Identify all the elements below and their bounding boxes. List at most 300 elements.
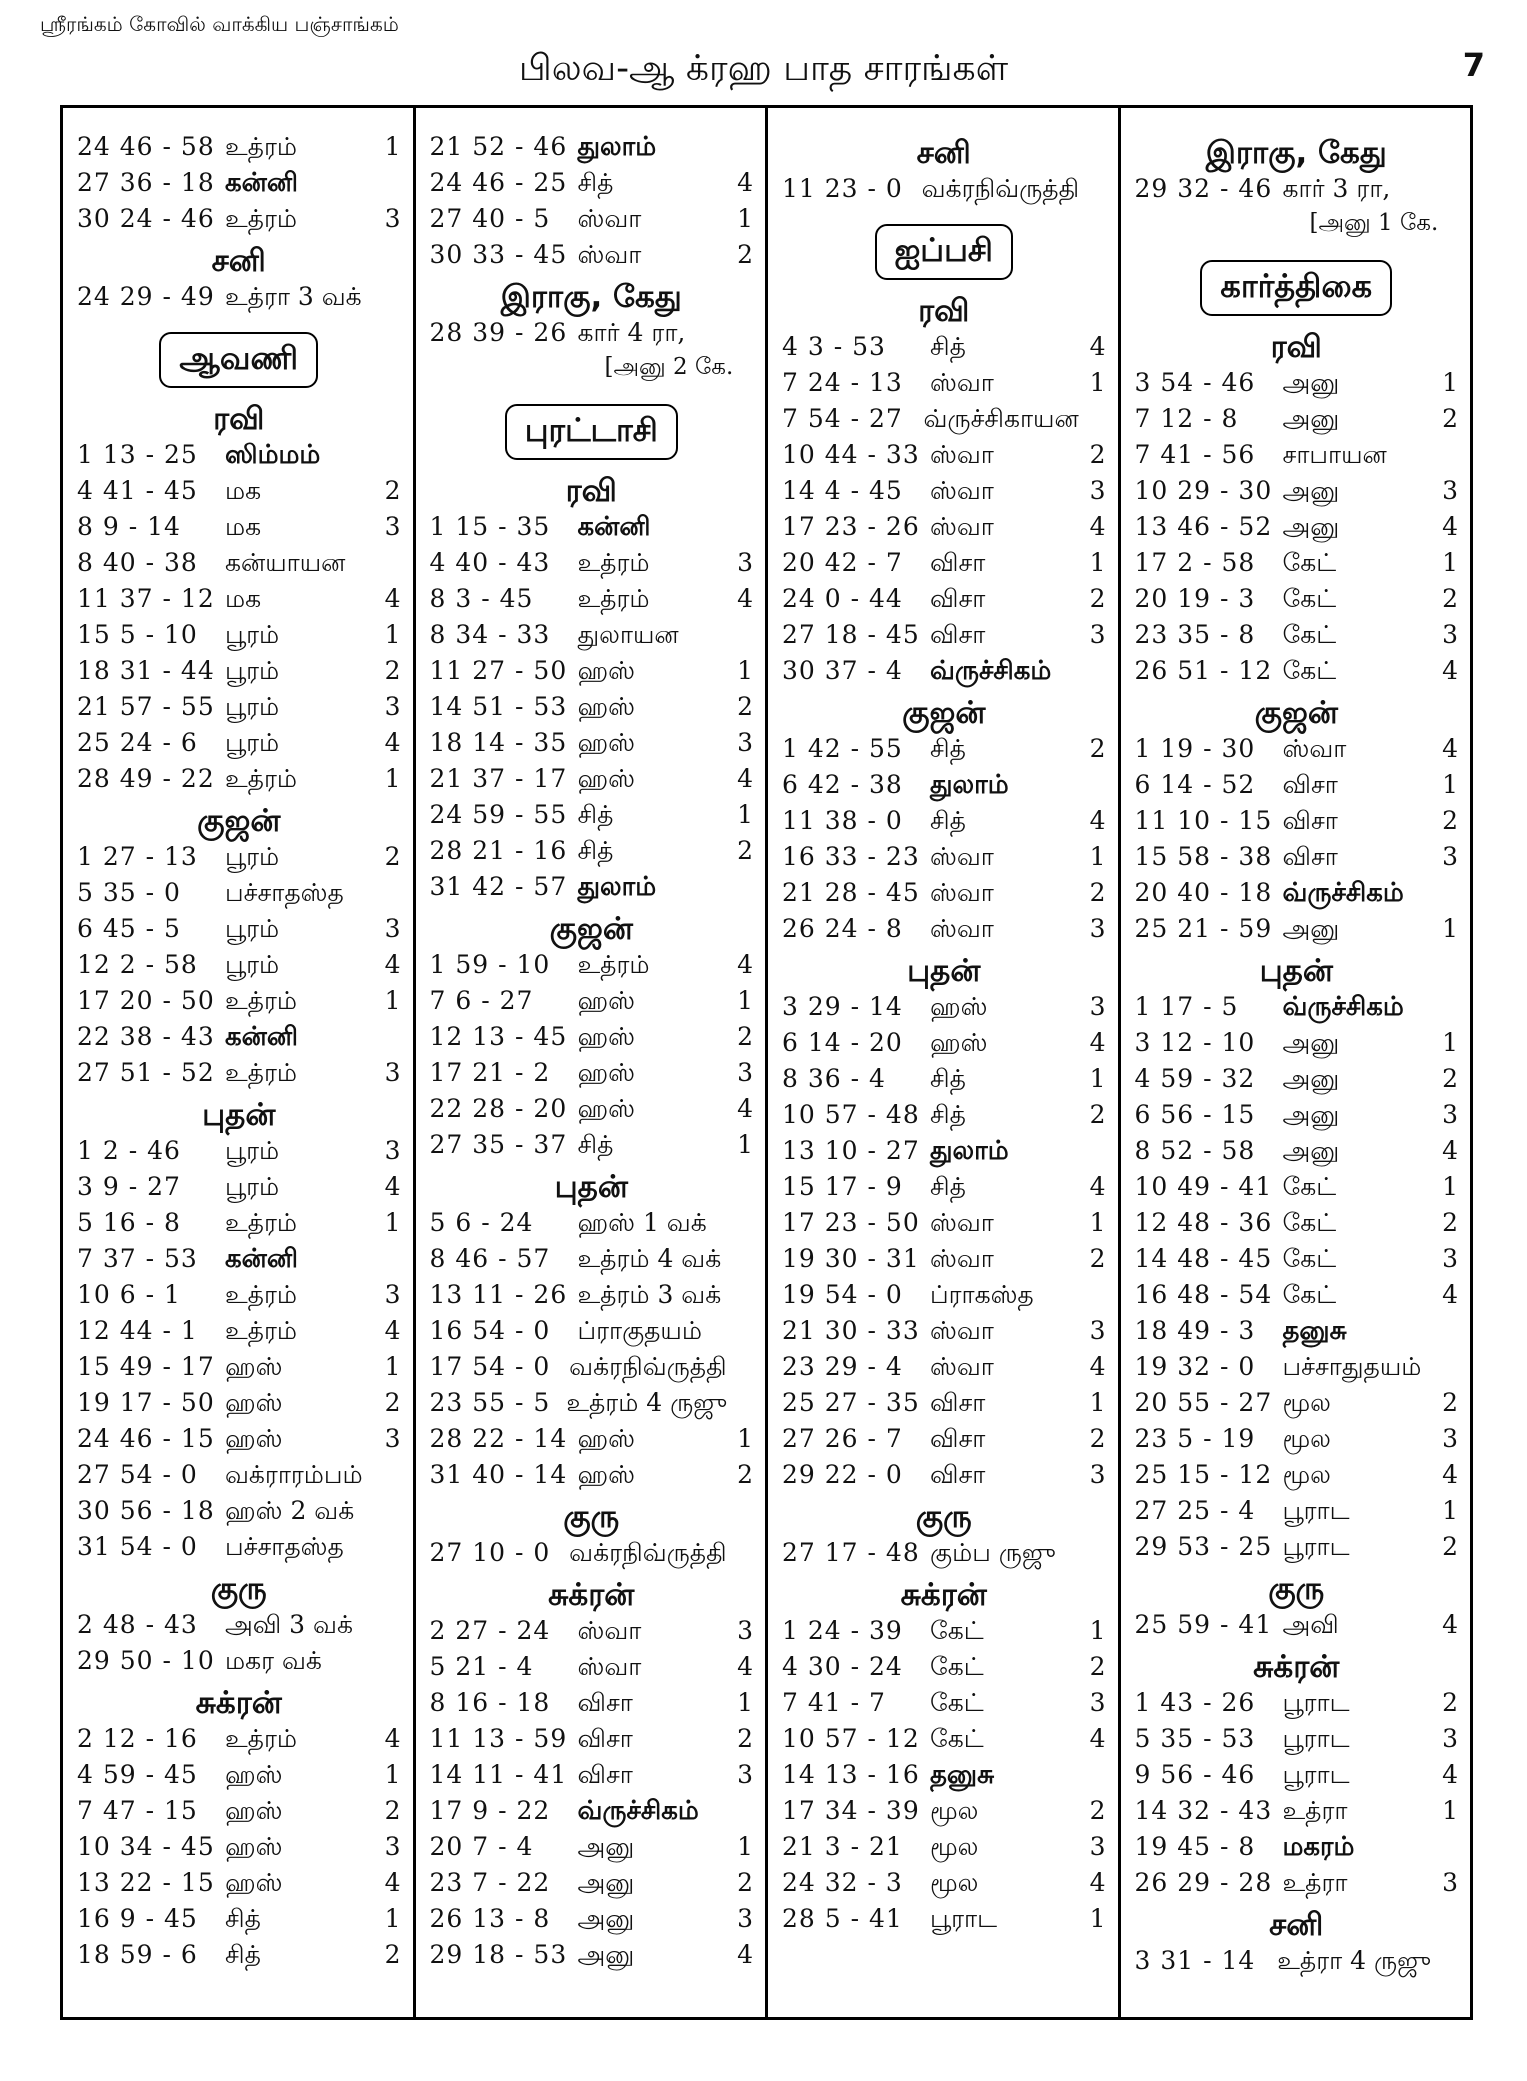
transit-time: 3 9 - 27 [77,1172,181,1201]
transit-time: 27 36 - 18 [77,168,215,197]
pada-number: 2 [1089,878,1106,907]
transit-time: 1 42 - 55 [782,734,903,763]
transit-time: 23 5 - 19 [1134,1424,1256,1453]
transit-row [77,1760,401,1796]
pada-number: 3 [384,1058,401,1087]
transit-row [77,1646,401,1682]
planet-heading: சுக்ரன் [548,1577,635,1613]
transit-row [782,1424,1106,1460]
transit-row [77,1532,401,1568]
pada-number: 1 [1442,1028,1458,1057]
pada-number: 3 [384,1136,401,1165]
pada-number: 2 [1442,806,1458,835]
nakshatra-label: கும்ப ருஜு [930,1538,1056,1567]
transit-row [1135,476,1459,512]
transit-time: 13 10 - 27 [782,1136,920,1165]
transit-row [1135,174,1459,210]
nakshatra-label: ஹஸ் [577,728,635,757]
planet-heading: சனி [916,135,971,171]
transit-row [77,1940,401,1976]
nakshatra-label: சித் [930,806,966,835]
transit-time: 20 7 - 4 [429,1832,534,1861]
transit-time: 30 37 - 4 [782,656,903,685]
transit-time: 1 24 - 39 [782,1616,903,1645]
transit-time: 17 23 - 26 [782,512,920,541]
pada-number: 2 [1442,584,1458,613]
pada-number: 4 [1089,1028,1106,1057]
nakshatra-label: விசா [930,1388,986,1417]
transit-time: 1 43 - 26 [1134,1688,1256,1717]
transit-row [77,1058,401,1094]
pada-number: 1 [1442,914,1458,943]
pada-number: 4 [1089,1352,1106,1381]
nakshatra-label: பூரம் [225,914,280,943]
planet-heading: இராகு, கேது [1205,135,1387,171]
transit-time: 11 10 - 15 [1134,806,1273,835]
transit-time: 8 36 - 4 [782,1064,886,1093]
nakshatra-label: கேட் [930,1724,984,1753]
nakshatra-label: ஹஸ் [225,1352,283,1381]
transit-time: 10 6 - 1 [77,1280,181,1309]
nakshatra-label: மூல [1282,1388,1331,1417]
transit-time: 10 49 - 41 [1134,1172,1273,1201]
transit-time: 17 21 - 2 [429,1058,551,1087]
pada-number: 1 [1442,368,1458,397]
nakshatra-label: சித் [930,1064,966,1093]
transit-row [430,1832,754,1868]
nakshatra-label: பூரம் [225,1172,280,1201]
nakshatra-label: சித் [577,1130,614,1159]
transit-time: 10 34 - 45 [77,1832,215,1861]
nakshatra-label: கேட் [1282,620,1337,649]
nakshatra-label: கேட் [1282,1172,1337,1201]
pada-number: 2 [737,1724,753,1753]
nakshatra-label: உத்ரம் [225,204,297,233]
sign-entry: வ்ருச்சிகம் [930,656,1052,686]
planet-heading: சனி [1269,1907,1324,1943]
transit-time: 19 32 - 0 [1134,1352,1256,1381]
transit-row [77,440,401,476]
transit-row [782,1688,1106,1724]
transit-time: 11 23 - 0 [782,174,903,203]
pada-number: 1 [1089,1616,1106,1645]
nakshatra-label: ப்ராகஸ்த [930,1280,1034,1309]
nakshatra-label: சாபாயன [1282,440,1387,469]
transit-row [430,656,754,692]
transit-row [782,1172,1106,1208]
nakshatra-label: ஹஸ் [930,992,988,1021]
transit-row [782,734,1106,770]
transit-time: 29 32 - 46 [1134,174,1273,203]
pada-number: 1 [384,986,401,1015]
transit-row [782,368,1106,404]
planet-heading: புதன் [1259,953,1333,989]
transit-row [1135,1100,1459,1136]
planet-heading: இராகு, கேது [500,279,682,315]
pada-number: 3 [384,512,401,541]
nakshatra-label: பூராட [1282,1760,1350,1789]
transit-time: 16 48 - 54 [1134,1280,1273,1309]
transit-row [430,764,754,800]
transit-row [1135,1868,1459,1904]
transit-row [782,620,1106,656]
transit-time: 29 50 - 10 [77,1646,215,1675]
transit-row [782,770,1106,806]
transit-row [77,1352,401,1388]
transit-time: 23 35 - 8 [1134,620,1256,649]
transit-row [1135,1724,1459,1760]
transit-time: 4 59 - 45 [77,1760,198,1789]
pada-number: 4 [1442,1460,1458,1489]
pada-number: 1 [384,764,401,793]
transit-time: 6 56 - 15 [1134,1100,1256,1129]
pada-number: 3 [384,1832,401,1861]
pada-number: 4 [1089,332,1106,361]
transit-time: 7 54 - 27 [782,404,903,433]
transit-time: 12 13 - 45 [429,1022,568,1051]
nakshatra-label: கேட் [1282,656,1337,685]
nakshatra-label: சித் [577,836,614,865]
transit-time: 24 32 - 3 [782,1868,903,1897]
transit-row [782,512,1106,548]
nakshatra-label: உத்ரம் 4 ருஜு [566,1388,728,1417]
transit-row [77,1496,401,1532]
transit-row [782,1064,1106,1100]
transit-time: 10 29 - 30 [1134,476,1273,505]
continuation-line: [அனு 1 கே. [1309,210,1439,236]
nakshatra-label: விசா [1282,770,1338,799]
transit-time: 22 38 - 43 [77,1022,215,1051]
transit-time: 24 46 - 25 [429,168,568,197]
pada-number: 3 [1442,1424,1458,1453]
nakshatra-label: வக்ரநிவ்ருத்தி [921,174,1080,203]
transit-time: 10 57 - 48 [782,1100,920,1129]
pada-number: 3 [1089,476,1106,505]
nakshatra-label: ஹஸ் [577,1022,635,1051]
transit-row [1135,878,1459,914]
nakshatra-label: பச்சாதஸ்த [225,1532,344,1561]
transit-row [77,548,401,584]
transit-time: 1 17 - 5 [1134,992,1239,1021]
nakshatra-label: ப்ராகுதயம் [577,1316,702,1345]
pada-number: 2 [737,1022,753,1051]
transit-row [782,992,1106,1028]
transit-time: 17 20 - 50 [77,986,215,1015]
nakshatra-label: சித் [930,734,966,763]
pada-number: 1 [384,1760,401,1789]
transit-row [430,584,754,620]
transit-time: 24 59 - 55 [429,800,568,829]
nakshatra-label: பூரம் [225,620,280,649]
transit-time: 14 48 - 45 [1134,1244,1273,1273]
transit-row [782,1904,1106,1940]
transit-time: 31 42 - 57 [429,872,568,901]
nakshatra-label: அனு [577,1868,635,1897]
transit-time: 26 24 - 8 [782,914,903,943]
sign-entry: வ்ருச்சிகம் [577,1796,699,1826]
transit-row [430,620,754,656]
transit-time: 4 3 - 53 [782,332,886,361]
pada-number: 1 [1442,548,1458,577]
pada-number: 3 [1442,842,1458,871]
nakshatra-label: ஹஸ் [577,692,635,721]
pada-number: 1 [1089,1904,1106,1933]
transit-time: 28 21 - 16 [429,836,568,865]
transit-time: 27 18 - 45 [782,620,920,649]
transit-row [782,1028,1106,1064]
transit-time: 17 9 - 22 [429,1796,551,1825]
transit-time: 12 2 - 58 [77,950,198,979]
nakshatra-label: வக்ராரம்பம் [225,1460,363,1489]
transit-row [430,1868,754,1904]
transit-time: 7 41 - 56 [1134,440,1256,469]
transit-row [1135,1610,1459,1646]
transit-time: 1 19 - 30 [1134,734,1256,763]
transit-row [1135,1832,1459,1868]
nakshatra-label: அவி [1282,1610,1339,1639]
nakshatra-label: சித் [930,332,966,361]
transit-time: 26 13 - 8 [429,1904,551,1933]
transit-time: 1 27 - 13 [77,842,198,871]
transit-row [77,1244,401,1280]
nakshatra-label: பூராட [1282,1532,1350,1561]
nakshatra-label: உத்ரா [1282,1796,1348,1825]
transit-time: 27 51 - 52 [77,1058,215,1087]
transit-row [77,1022,401,1058]
transit-row [430,132,754,168]
transit-row [430,548,754,584]
nakshatra-label: விசா [930,1460,986,1489]
nakshatra-label: வ்ருச்சிகாயன [923,404,1079,433]
transit-row [1135,1208,1459,1244]
transit-time: 2 48 - 43 [77,1610,198,1639]
transit-time: 16 54 - 0 [429,1316,551,1345]
nakshatra-label: ஹஸ் [225,1760,283,1789]
transit-row [430,800,754,836]
transit-time: 20 42 - 7 [782,548,903,577]
transit-time: 23 7 - 22 [429,1868,551,1897]
nakshatra-label: உத்ரம் [225,1316,297,1345]
transit-time: 16 33 - 23 [782,842,920,871]
column-4 [1121,108,1471,2017]
transit-row [782,1136,1106,1172]
pada-number: 4 [384,1724,401,1753]
transit-time: 6 45 - 5 [77,914,181,943]
transit-row [1135,1136,1459,1172]
transit-time: 7 37 - 53 [77,1244,198,1273]
pada-number: 3 [1089,992,1106,1021]
transit-time: 1 15 - 35 [429,512,551,541]
transit-row [782,476,1106,512]
nakshatra-label: ஹஸ் [225,1868,283,1897]
transit-time: 10 57 - 12 [782,1724,920,1753]
transit-time: 18 49 - 3 [1134,1316,1256,1345]
transit-time: 7 6 - 27 [429,986,534,1015]
transit-row [77,692,401,728]
pada-number: 3 [737,548,753,577]
transit-row [1135,734,1459,770]
pada-number: 3 [384,204,401,233]
planet-heading: சுக்ரன் [195,1685,282,1721]
nakshatra-label: உத்ரம் [577,584,650,613]
transit-time: 30 33 - 45 [429,240,568,269]
transit-row [77,168,401,204]
transit-row [1135,1796,1459,1832]
nakshatra-label: ஸ்வா [930,1244,994,1273]
transit-time: 19 30 - 31 [782,1244,920,1273]
nakshatra-label: உத்ரம் [225,1724,297,1753]
transit-row [430,204,754,240]
pada-number: 3 [1442,620,1458,649]
transit-time: 21 30 - 33 [782,1316,920,1345]
pada-number: 3 [384,692,401,721]
transit-time: 15 49 - 17 [77,1352,215,1381]
transit-time: 18 31 - 44 [77,656,215,685]
transit-row [430,1208,754,1244]
transit-time: 13 22 - 15 [77,1868,215,1897]
nakshatra-label: ஹஸ் [225,1424,283,1453]
transit-row [1135,584,1459,620]
pada-number: 1 [737,1424,753,1453]
transit-time: 6 14 - 52 [1134,770,1256,799]
transit-time: 11 37 - 12 [77,584,215,613]
transit-time: 30 56 - 18 [77,1496,215,1525]
nakshatra-label: உத்ரம் [225,986,297,1015]
pada-number: 3 [1089,1460,1106,1489]
transit-row [782,548,1106,584]
planet-heading: குஜன் [549,911,633,947]
transit-row [430,1388,754,1424]
month-heading: கார்த்திகை [1200,260,1392,316]
nakshatra-label: ஸ்வா [930,842,994,871]
nakshatra-label: மூல [1282,1460,1331,1489]
pada-number: 2 [384,476,401,505]
month-heading: ஐப்பசி [875,224,1013,280]
planet-heading: குஜன் [902,695,986,731]
transit-time: 9 56 - 46 [1134,1760,1256,1789]
transit-time: 5 6 - 24 [429,1208,534,1237]
transit-time: 2 27 - 24 [429,1616,551,1645]
sign-entry: துலாம் [577,132,657,162]
transit-row [77,620,401,656]
transit-time: 21 3 - 21 [782,1832,903,1861]
nakshatra-label: மூல [1282,1424,1331,1453]
transit-row [430,1352,754,1388]
pada-number: 1 [737,986,753,1015]
nakshatra-label: பச்சாதஸ்த [225,878,344,907]
pada-number: 2 [1442,1064,1458,1093]
pada-number: 3 [1442,1724,1458,1753]
nakshatra-label: மூல [930,1868,979,1897]
transit-row [77,764,401,800]
transit-row [430,1022,754,1058]
pada-number: 1 [737,656,753,685]
pada-number: 1 [1089,548,1106,577]
planet-heading: ரவி [565,473,617,509]
transit-time: 27 10 - 0 [429,1538,551,1567]
transit-row [430,1940,754,1976]
nakshatra-label: அனு [1282,368,1340,397]
transit-row [1135,1946,1459,1982]
transit-time: 17 54 - 0 [429,1352,551,1381]
pada-number: 2 [737,240,753,269]
transit-row [782,440,1106,476]
transit-time: 4 59 - 32 [1134,1064,1256,1093]
nakshatra-label: ஹஸ் [577,764,635,793]
transit-time: 25 27 - 35 [782,1388,920,1417]
nakshatra-label: ஸ்வா [930,476,994,505]
transit-row [1135,656,1459,692]
transit-time: 18 14 - 35 [429,728,568,757]
nakshatra-label: அவி 3 வக் [225,1610,353,1639]
nakshatra-label: அனு [577,1832,635,1861]
nakshatra-label: அனு [1282,404,1340,433]
nakshatra-label: கேட் [930,1652,984,1681]
transit-time: 19 17 - 50 [77,1388,215,1417]
column-1 [63,108,416,2017]
transit-row [430,1724,754,1760]
transit-row [77,656,401,692]
transit-row [77,584,401,620]
transit-row [430,1316,754,1352]
transit-time: 17 2 - 58 [1134,548,1256,577]
nakshatra-label: சித் [930,1172,966,1201]
nakshatra-label: ஹஸ் [577,1058,635,1087]
transit-time: 13 11 - 26 [429,1280,568,1309]
pada-number: 1 [1442,1796,1458,1825]
nakshatra-label: ஸ்வா [1282,734,1347,763]
nakshatra-label: ஸ்வா [930,1352,994,1381]
pada-number: 2 [384,656,401,685]
sign-entry: துலாம் [577,872,657,902]
transit-row [430,1424,754,1460]
transit-time: 12 48 - 36 [1134,1208,1273,1237]
sign-entry: வ்ருச்சிகம் [1282,992,1404,1022]
nakshatra-label: விசா [930,548,986,577]
nakshatra-label: அனு [1282,1064,1340,1093]
pada-number: 3 [737,1760,753,1789]
pada-number: 3 [737,1616,753,1645]
sign-entry: துலாம் [930,1136,1009,1166]
nakshatra-label: கார் 3 ரா, [1282,174,1391,203]
nakshatra-label: சித் [577,168,614,197]
transit-time: 3 12 - 10 [1134,1028,1256,1057]
transit-row [77,512,401,548]
pada-number: 4 [737,168,753,197]
transit-row [1135,914,1459,950]
pada-number: 4 [737,1094,753,1123]
planet-heading: புதன் [554,1169,628,1205]
nakshatra-label: விசா [577,1688,633,1717]
transit-time: 24 0 - 44 [782,584,903,613]
pada-number: 4 [1089,1172,1106,1201]
transit-row [430,1616,754,1652]
pada-number: 4 [1442,656,1458,685]
transit-row [430,1460,754,1496]
continuation-line: [அனு 2 கே. [604,354,734,380]
nakshatra-label: உத்ரம் [225,764,297,793]
pada-number: 2 [1442,1208,1458,1237]
transit-row [77,204,401,240]
transit-row [1135,842,1459,878]
transit-time: 15 58 - 38 [1134,842,1273,871]
nakshatra-label: பூரம் [225,950,280,979]
planet-heading: குஜன் [197,803,281,839]
pada-number: 1 [384,620,401,649]
transit-row [430,1688,754,1724]
transit-time: 3 31 - 14 [1134,1946,1256,1975]
planet-heading: சனி [211,243,266,279]
